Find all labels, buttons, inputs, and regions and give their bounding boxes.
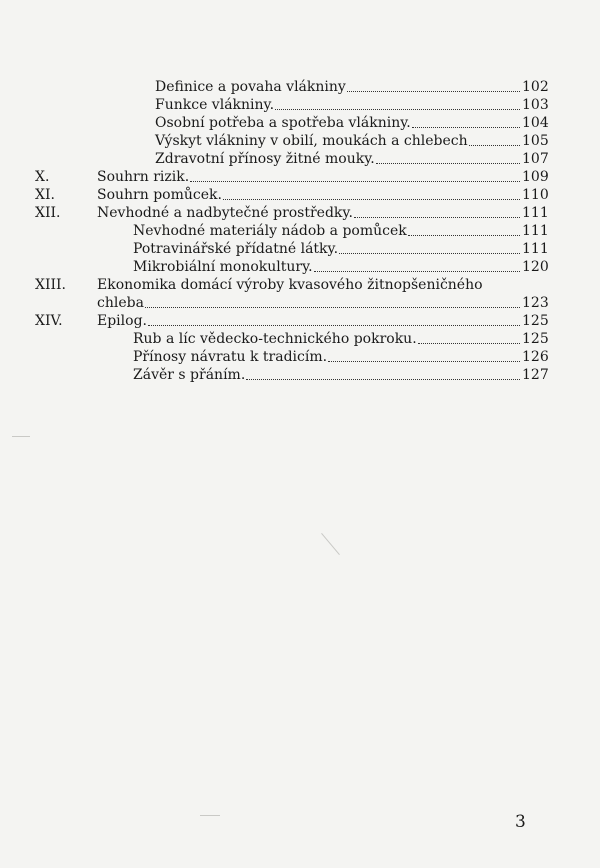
toc-entry-page: 120 <box>522 259 549 275</box>
toc-entry <box>155 113 549 133</box>
toc-entry <box>155 77 549 97</box>
toc-entry-title: Funkce vlákniny. <box>155 97 275 113</box>
scan-mark <box>321 533 340 555</box>
toc-entry-page: 111 <box>522 205 549 221</box>
toc-entry <box>155 149 549 169</box>
toc-entry-page: 109 <box>522 169 549 185</box>
page-number: 3 <box>515 812 526 832</box>
toc-entry-page: 111 <box>522 241 549 257</box>
toc-entry <box>155 131 549 151</box>
toc-entry-page: 104 <box>522 115 549 131</box>
toc-entry <box>35 203 549 223</box>
toc-entry-title: Závěr s přáním. <box>133 367 246 383</box>
toc-entry-title: Rub a líc vědecko-technického pokroku. <box>133 331 417 347</box>
toc-entry <box>155 95 549 115</box>
toc-entry <box>133 365 549 385</box>
toc-entry-page: 103 <box>522 97 549 113</box>
toc-entry <box>133 329 549 349</box>
toc-entry-title: Mikrobiální monokultury. <box>133 259 313 275</box>
toc-entry-page: 102 <box>522 79 549 95</box>
toc-entry-page: 125 <box>522 331 549 347</box>
toc-entry-page: 111 <box>522 223 549 239</box>
toc-entry <box>35 275 483 295</box>
toc-entry-title: Výskyt vlákniny v obilí, moukách a chlebech <box>155 133 468 149</box>
toc-entry <box>35 185 549 205</box>
toc-entry <box>133 221 549 241</box>
toc-entry-page: 110 <box>522 187 549 203</box>
toc-chapter-number: XII. <box>35 205 61 221</box>
toc-entry-title: Souhrn rizik. <box>97 169 190 185</box>
toc-entry-title: Zdravotní přínosy žitné mouky. <box>155 151 375 167</box>
toc-entry-continuation <box>97 293 549 313</box>
toc-entry-page: 125 <box>522 313 549 329</box>
toc-entry-title: Souhrn pomůcek. <box>97 187 222 203</box>
toc-entry-page: 107 <box>522 151 549 167</box>
toc-entry-title: Nevhodné materiály nádob a pomůcek <box>133 223 407 239</box>
scan-mark <box>12 436 30 437</box>
toc-entry <box>133 347 549 367</box>
toc-entry-title: Potravinářské přídatné látky. <box>133 241 339 257</box>
toc-entry-title: chleba <box>97 295 144 311</box>
toc-entry-title: Přínosy návratu k tradicím. <box>133 349 328 365</box>
toc-entry <box>133 239 549 259</box>
toc-entry-page: 123 <box>522 295 549 311</box>
toc-entry-page: 127 <box>522 367 549 383</box>
table-of-contents <box>0 0 600 383</box>
toc-entry-title: Ekonomika domácí výroby kvasového žitnopšeničného <box>97 277 483 293</box>
toc-entry-title: Epilog. <box>97 313 147 329</box>
toc-entry-page: 126 <box>522 349 549 365</box>
toc-entry <box>35 311 549 331</box>
toc-entry-title: Nevhodné a nadbytečné prostředky. <box>97 205 353 221</box>
toc-chapter-number: XIV. <box>35 313 63 329</box>
toc-entry <box>35 167 549 187</box>
toc-entry <box>133 257 549 277</box>
toc-entry-title: Definice a povaha vlákniny <box>155 79 346 95</box>
toc-entry-page: 105 <box>522 133 549 149</box>
toc-entry-title: Osobní potřeba a spotřeba vlákniny. <box>155 115 411 131</box>
toc-chapter-number: X. <box>35 169 50 185</box>
scan-mark <box>200 815 220 816</box>
toc-chapter-number: XI. <box>35 187 55 203</box>
toc-chapter-number: XIII. <box>35 277 67 293</box>
